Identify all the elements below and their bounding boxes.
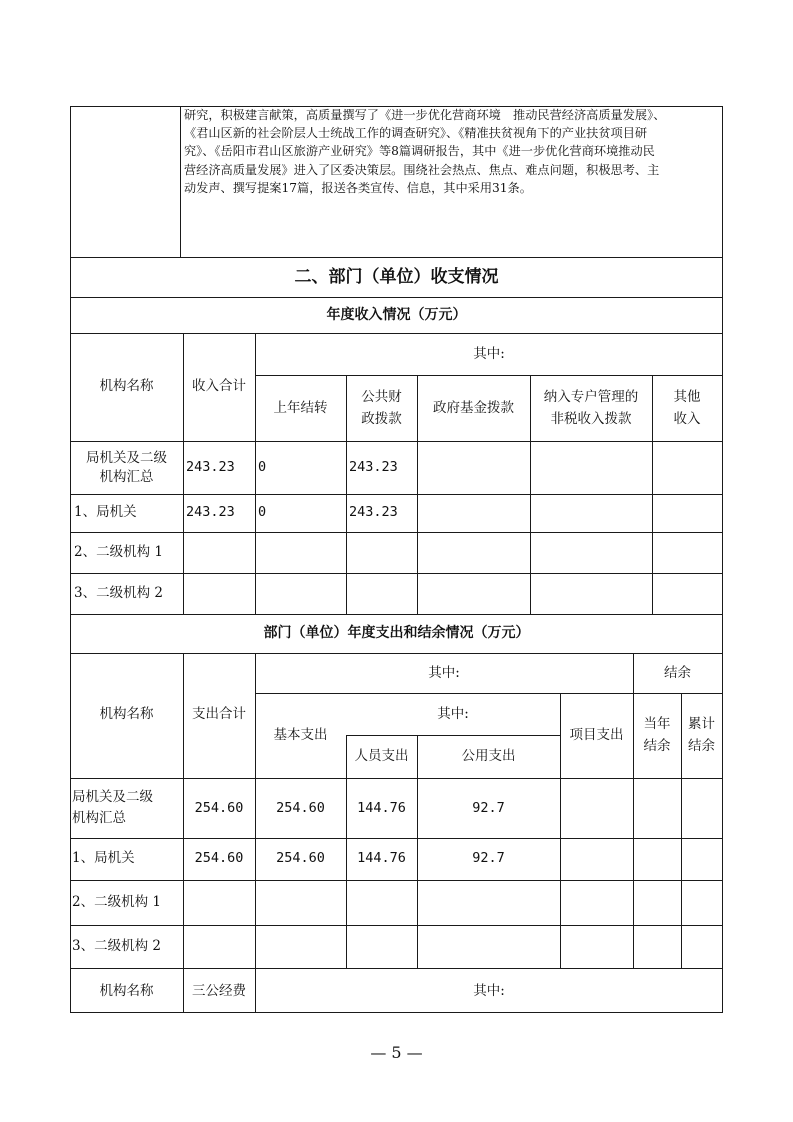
expense-row-name: 机构汇总 <box>72 810 126 826</box>
paragraph-line: 动发声、撰写提案17篇，报送各类宣传、信息，其中采用31条。 <box>184 180 532 195</box>
expense-row-name: 1、局机关 <box>72 850 135 866</box>
expense-header-public: 公用支出 <box>461 748 516 764</box>
expense-header-total: 支出合计 <box>192 706 246 722</box>
expense-row-basic: 254.60 <box>276 850 325 866</box>
income-header-org: 机构名称 <box>99 378 154 394</box>
paragraph-line: 营经济高质量发展》进入了区委决策层。围绕社会热点、焦点、难点问题，积极思考、主 <box>184 162 660 177</box>
income-row-name: 3、二级机构 2 <box>74 585 163 601</box>
income-row-total: 243.23 <box>186 504 235 520</box>
income-row-prev: 0 <box>258 504 267 520</box>
income-row-name: 2、二级机构 1 <box>74 544 163 560</box>
expense-row-total: 254.60 <box>194 800 244 816</box>
expense-header-cumulative-surplus: 累计 <box>688 716 715 732</box>
expense-header-current-surplus: 结余 <box>643 738 671 754</box>
income-row-total: 243.23 <box>186 459 235 475</box>
income-header-other: 其他 <box>673 389 701 405</box>
expense-header-cumulative-surplus: 结余 <box>688 738 715 754</box>
income-row-prev: 0 <box>258 459 267 475</box>
income-header-nontax: 非税收入拨款 <box>550 411 632 427</box>
three-public-org: 机构名称 <box>99 983 154 999</box>
table-bottom-border <box>70 1012 723 1013</box>
income-row-name: 机构汇总 <box>99 469 154 485</box>
expense-row-public: 92.7 <box>472 800 505 816</box>
income-table-title: 年度收入情况（万元） <box>326 307 467 323</box>
income-row-name: 1、局机关 <box>74 504 137 520</box>
table-left-border <box>70 106 71 1013</box>
income-header-other: 收入 <box>673 411 701 427</box>
expense-header-surplus: 结余 <box>664 665 691 681</box>
income-header-prev-carry: 上年结转 <box>273 400 328 416</box>
expense-row-name: 局机关及二级 <box>72 789 153 805</box>
expense-row-name: 2、二级机构 1 <box>72 894 161 910</box>
expense-row-personnel: 144.76 <box>357 800 406 816</box>
paragraph-line: 研究，积极建言献策，高质量撰写了《进一步优化营商环境 推动民营经济高质量发展》、 <box>184 108 666 122</box>
table-right-border <box>722 106 723 1013</box>
intro-paragraph <box>184 106 720 197</box>
expense-header-of-which: 其中: <box>428 665 460 681</box>
income-header-of-which: 其中: <box>473 346 505 362</box>
expense-row-basic: 254.60 <box>276 800 325 816</box>
expense-row-total: 254.60 <box>194 850 244 866</box>
paragraph-line: 究》、《岳阳市君山区旅游产业研究》等8篇调研报告，其中《进一步优化营商环境推动民 <box>184 144 655 159</box>
expense-row-name: 3、二级机构 2 <box>72 938 161 954</box>
section-title: 二、部门（单位）收支情况 <box>294 267 499 287</box>
income-header-total: 收入合计 <box>192 378 246 394</box>
income-header-fiscal: 公共财 <box>361 389 402 405</box>
paragraph-line: 《君山区新的社会阶层人士统战工作的调查研究》、《精准扶贫视角下的产业扶贫项目研 <box>184 126 648 141</box>
expense-header-personnel: 人员支出 <box>354 748 409 764</box>
income-header-fund: 政府基金拨款 <box>433 400 514 416</box>
expense-header-current-surplus: 当年 <box>643 716 671 732</box>
three-public-total: 三公经费 <box>192 983 246 999</box>
income-header-fiscal: 政拨款 <box>361 411 402 427</box>
income-row-fiscal: 243.23 <box>349 459 398 475</box>
expense-header-org: 机构名称 <box>99 706 154 722</box>
expense-table-title: 部门（单位）年度支出和结余情况（万元） <box>263 625 530 641</box>
three-public-of-which: 其中: <box>473 983 505 999</box>
expense-row-personnel: 144.76 <box>357 850 406 866</box>
income-header-nontax: 纳入专户管理的 <box>543 389 639 405</box>
expense-header-project: 项目支出 <box>569 727 624 743</box>
expense-header-basic: 基本支出 <box>273 727 328 743</box>
expense-row-public: 92.7 <box>472 850 505 866</box>
income-row-fiscal: 243.23 <box>349 504 398 520</box>
expense-header-basic-of-which: 其中: <box>437 706 469 722</box>
page-number: — 5 — <box>370 1043 423 1062</box>
income-row-name: 局机关及二级 <box>86 450 167 466</box>
